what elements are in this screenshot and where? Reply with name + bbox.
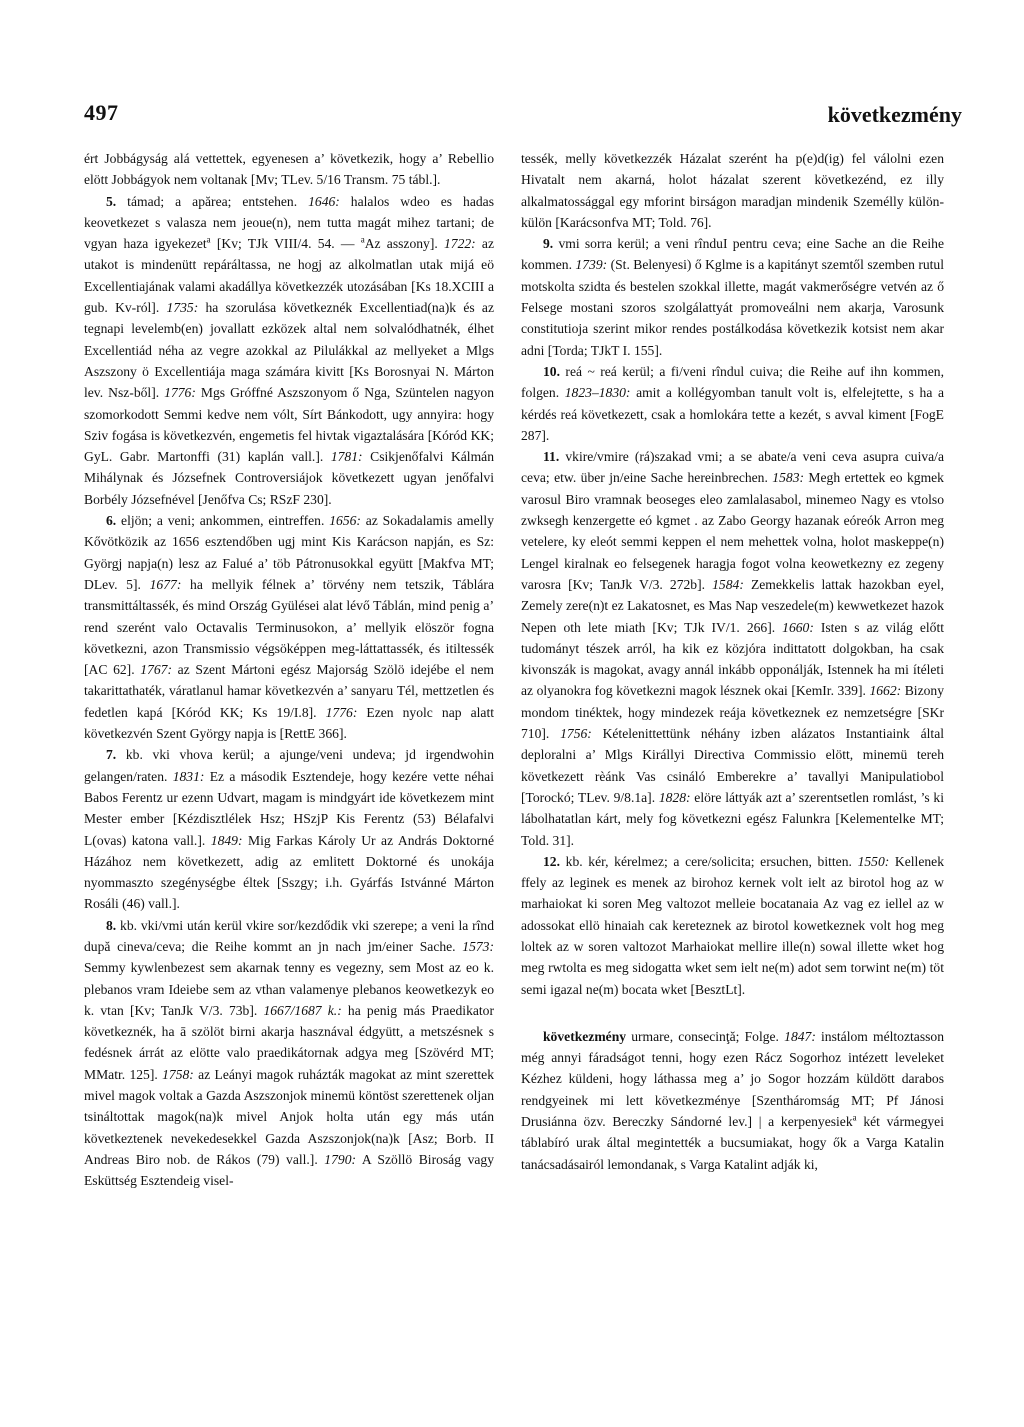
sense-5: 5. támad; a apărea; entstehen. 1646: halalos wdeo es hadas keovetkezet s valasza nem jeoue(n), nem tutta magát mihez tartani; de vgyan haza igyekezet$^a$ [Kv; TJk VIII/4. 54. — $^a$Az asszony]. 1722: az utakot is mindenütt repáráltassa, ne hogj az alkolmatlan utak mijá eö Excellentiajának valami akadállya következzék utozásában [Ks 18.XCIII a gub. Kv-ról]. 1735: ha szorulása következnék Excellentiad(na)k és az tegnapi levelemb(en) jovallatt ezközek altal nem solvalódhatnék, élhet Excellentiád néha az vegre azokkal az Pilulákkal az mellyeket a Mlgs Aszszony ö Excellentiája maga számára kivitt [Ks Borosnyai N. Márton lev. Nsz-ből]. 1776: Mgs Gróffné Aszszonyom ő Nga, Szüntelen nagyon szomorkodott Semmi kedve nem vólt, Sírt Bánkodott, ugy annyira: hogy Sziv fogása is következvén, engemetis fel hivtak vigaztalására [Kóród KK; GyL. Gabr. Martonffi (31) kaplán vall.]. 1781: Csikjenőfalvi Kálmán Mihálynak és Józsefnek Controversiájok következett ugyan jenőfalvi Borbély Józsefnével [Jenőfva Cs; RSzF 230]. — [84, 193, 494, 507]
sense-11: 11. vkire/vmire (rá)szakad vmi; a se abate/a veni ceva asupra cuiva/a ceva; etw. über jn/eine Sache hereinbrechen. 1583: Megh ertettek eo kgmek varosul Biro vramnak beoseges eleo zamlalasabol, minemeo Nagy es vtolso zwksegh kenzergette eó kgmet . az Zabo Georgy hazanak eóreók Arron meg vetelere, ky eleót semmi keppen el nem mehettek volna, holot maskeppe(n) Lengel kiralnak eo felsegenek haragja fogot volna keowetkezny ez zegeny varosra [Kv; TanJk V/3. 272b]. 1584: Zemekkelis lattak hazokban eyel, Zemely zere(n)t ez Lakatosnet, es Mas Nap veszedele(m) kewwetkezet hazok Nepen oth lete miath [Kv; TJk IV/1. 266]. 1660: Isten s az világ előtt tudományt tészek arról, ha kik ez közjóra indittatott dolgokban, ha csak kivonszák is magokat, avagy annál inkább opponálják, Istennek ha mi ítéleti az olyanokra fog következni magok lésznek okai [KemIr. 339]. 1662: Bizony mondom tinéktek, hogy mindezek reája következnek ez nemzetségre [SKr 710]. 1756: Kételenittettünk néhány izben alázatos Instantiaink által deploralni a’ Mlgs Királlyi Directiva Commissio elött, minemü tereh következett rèánk Vas csináló Emberekre a’ tavallyi Manipulatiobol [Torockó; TLev. 9/8.1a]. 1828: elöre láttyák azt a’ szerentsetlen romlást, ’s ki lábolhatatlan kárt, mely fog következni egész Falunkra [Kelementelke MT; Told. 31]. — [521, 449, 945, 848]
page-header — [84, 100, 962, 140]
sense-8-continuation: tessék, melly következzék Házalat szerént ha p(e)d(ig) fel válolni ezen Hivatalt nem akarná, holot házalat szerent következénd, ez illy alkalmatossággal egy mforint birságon maradjan mindenik Személly külön-külön [Karácsonfva MT; Told. 76]. — [521, 151, 944, 230]
running-headword: következmény — [827, 102, 962, 127]
right-column — [521, 148, 944, 1175]
sense-10: 10. reá ~ reá kerül; a fi/veni rîndul cuiva; die Reihe auf ihn kommen, folgen. 1823–1830: amit a kollégyomban tanult volt is, elfelejtette, s ha a kérdés reá következett, csak a homlokára tette a kezét, s avval kiment [FogE 287]. — [521, 363, 944, 443]
sense-7: 7. kb. vki vhova kerül; a ajunge/veni undeva; jd irgendwohin gelangen/raten. 1831: Ez a második Esztendeje, hogy kezére vette néhai Babos Ferentz ur ezenn Udvart, magam is mindgyárt ide következem mint Mester ember [Kézdisztlélek Hsz; HSzjP Kis Ferentz (53) Bélafalvi L(ovas) katona vall.]. 1849: Mig Farkas Károly Ur az András Doktorné Házához nem következett, adig az emlitett Doktorné és unokája nyommaszto szegénységbe éltek [Sszgy; i.h. Gyárfás Istvánné Márton Rosáli (46) vall.]. — [84, 747, 494, 912]
entry-continuation: ért Jobbágyság alá vettettek, egyenesen a’ következik, hogy a’ Rebellio elött Jobbágyok nem voltanak [Mv; TLev. 5/16 Transm. 75 tábl.]. — [84, 151, 494, 188]
left-column — [84, 148, 494, 1192]
sense-6: 6. eljön; a veni; ankommen, eintreffen. 1656: az Sokadalamis amelly Kővötközik az 1656 esztendőben ugj mint Kis Karácson napján, es Sz: Györgj napja(n) lesz az Falué a’ töb Pátronusokkal együtt [Makfva MT; DLev. 5]. 1677: ha mellyik félnek a’ törvény nem tetszik, Táblára transmittáltassék, és mind Ország Gyülései alat lévő Táblán, mind penig a’ rend szerént valo Octavalis Terminusokon, a’ mellyik elöször fogna következni, azon Transmissio végsöképpen meg-láttattassék, és itiltessék [AC 62]. 1767: az Szent Mártoni egész Majorság Szölö idejébe el nem takarittathaték, váratlanul hamar következvén a’ sanyaru Tél, mettzetlen és fedetlen kapá [Kóród KK; Ks 19/I.8]. 1776: Ezen nyolc nap alatt következvén Szent György napja is [RettE 366]. — [84, 513, 494, 742]
page-number: 497 — [84, 100, 119, 125]
sense-8: 8. kb. vki/vmi után kerül vkire sor/kezdődik vki szerepe; a veni la rînd după cineva/ceva; die Reihe kommt an jn nach jm/einer Sache. 1573: Semmy kywlenbezest sem akarnak tenny es vegezny, sem Most az eo k. plebanos vram Ideiebe sem az vthan valamenye plebanos keowetkezyk eo k. vtan [Kv; TanJk V/3. 73b]. 1667/1687 k.: ha penig más Praedikator következnék, ha ā szölöt birni akarja hasznával édgyütt, a metszésnek s fedésnek árrát az elötte valo praedikátornak adgya meg [Szövérd MT; MMatr. 125]. 1758: az Leányi magok ruházták magokat az mint szerettek mivel magok voltak a Gazda Aszszonjok minemü köntöst szerettenek oljan tsináltottak magok(na)k mivel Anjok holta után egy más után következtenek nevekedesekkel Gazda Aszszonjok(na)k [Asz; Borb. II Andreas Biro nob. de Rákos (79) vall.]. 1790: A Szöllö Biroság vagy Esküttség Esztendeig visel- — [84, 917, 495, 1189]
entry-kovetkezmeny: következmény urmare, consecinţă; Folge. 1847: instálom méltoztasson még annyi fáradságot tenni, hogy ezen Rácz Sogorhoz intézett leveleket Kézhez küldeni, hogy láthassa meg a’ jo Sogor hozzám küldött darabos rendgyeinek mi lett következménye [Szentháromság MT; Pf Jánosi Drusiánna özv. Bereczky Sándorné lev.] | a kerpenyesiek$^a$ két vármegyei táblabíró urak által megintették a bucsumiakat, hogy ők a Varga Katalin tanácsadásairól lemondanak, s Varga Katalint adják ki, — [521, 1028, 944, 1172]
sense-9: 9. vmi sorra kerül; a veni rînduI pentru ceva; eine Sache an die Reihe kommen. 1739: (St. Belenyesi) ő Kglme is a kapitányt szemtől szemben rutul motskolta szidta és bestelen szokkal illette, magát vakmerőségre vetvén az ő Felsege mostani szoros szolgálattyát promoveálni nem akarja, Varosunk constitutioja szerint mikor rendes postálkodása következik kotsist nem akar adni [Torda; TJkT I. 155]. — [521, 236, 944, 358]
sense-12: 12. kb. kér, kérelmez; a cere/solicita; ersuchen, bitten. 1550: Kellenek ffely az leginek es menek az birohoz kernek volt ielt az birotol hog az w marhaiokat ki soren Meg valtozot melleie bocatanaia Az vag ez iellel az w adossokat ellö hinaiah cak kereteznek az birotol kowetkeznek volt hog meg loltek az w soren valtozot Marhaiokat mellire ille(n) sowal illette wket hog meg rwtolta es meg sidogatta wket sem ielt ne(m) adot sem torwint ne(m) töt semi igazal ne(m) bocata wket [BesztLt]. — [521, 853, 944, 997]
